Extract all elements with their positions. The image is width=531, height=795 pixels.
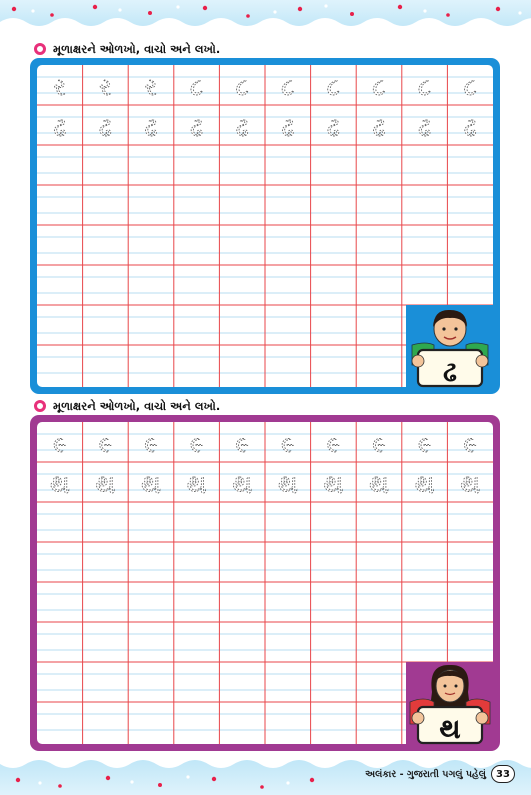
trace-letter: થ: [141, 470, 161, 500]
trace-stroke: ૮: [372, 73, 386, 101]
top-decorative-band: [0, 0, 531, 30]
trace-stroke: ૮: [417, 73, 432, 101]
trace-letter: થ: [186, 470, 207, 500]
trace-stroke: ર: [144, 73, 158, 101]
trace-stroke: ૯: [463, 433, 477, 458]
footer: [365, 765, 515, 783]
trace-stroke: ર: [53, 73, 67, 101]
trace-stroke: ૮: [326, 73, 341, 101]
trace-letter: ઢ: [144, 113, 158, 143]
trace-stroke: ૯: [326, 433, 340, 458]
trace-stroke: ૮: [189, 73, 204, 101]
card-letter: થ: [439, 712, 461, 745]
trace-stroke: ૯: [372, 433, 386, 458]
exercise-2-column-lines: [83, 422, 448, 744]
exercise-1-instruction: મૂળાક્ષરને ઓળખો, વાચો અને લખો.: [34, 40, 220, 58]
exercise-2-panel: [30, 415, 500, 751]
bullet-icon: [34, 43, 46, 55]
trace-letter: ઢ: [98, 113, 112, 143]
trace-letter: ઢ: [326, 113, 340, 143]
trace-letter: ઢ: [235, 113, 249, 143]
trace-stroke: ૯: [235, 433, 249, 458]
trace-letter: ઢ: [418, 113, 432, 143]
bullet-icon: [34, 400, 46, 412]
trace-stroke: ર: [99, 73, 112, 101]
exercise-2-girl-illustration: [406, 662, 494, 745]
trace-stroke: ૯: [53, 433, 67, 458]
trace-letter: ઢ: [281, 113, 295, 143]
trace-letter: થ: [414, 470, 435, 500]
trace-letter: થ: [95, 470, 116, 500]
exercise-1-column-lines: [83, 65, 448, 387]
trace-stroke: ૯: [418, 433, 432, 458]
trace-letter: ઢ: [190, 113, 204, 143]
trace-stroke: ૮: [235, 73, 249, 101]
exercise-2-instruction: મૂળાક્ષરને ઓળખો, વાચો અને લખો.: [34, 397, 220, 415]
trace-stroke: ૯: [190, 433, 204, 458]
trace-stroke: ૯: [144, 433, 158, 458]
trace-letter: ઢ: [372, 113, 386, 143]
trace-letter: થ: [323, 470, 344, 500]
trace-stroke: ૮: [281, 73, 295, 101]
trace-stroke: ૯: [281, 433, 295, 458]
book-title: અલંકાર - ગુજરાતી પગલું પહેલું: [365, 768, 486, 780]
trace-letter: થ: [232, 470, 253, 500]
trace-letter: થ: [277, 470, 298, 500]
page-number: 33: [491, 765, 515, 783]
exercise-1-panel: [30, 58, 500, 394]
trace-stroke: ૯: [98, 433, 112, 458]
trace-stroke: ૮: [463, 73, 477, 101]
trace-letter: થ: [460, 470, 481, 500]
card-letter: ઢ: [443, 355, 457, 388]
trace-letter: ઢ: [463, 113, 477, 143]
trace-letter: થ: [49, 470, 70, 500]
exercise-1-boy-illustration: [406, 305, 494, 388]
trace-letter: થ: [369, 470, 389, 500]
trace-letter: ઢ: [53, 113, 67, 143]
